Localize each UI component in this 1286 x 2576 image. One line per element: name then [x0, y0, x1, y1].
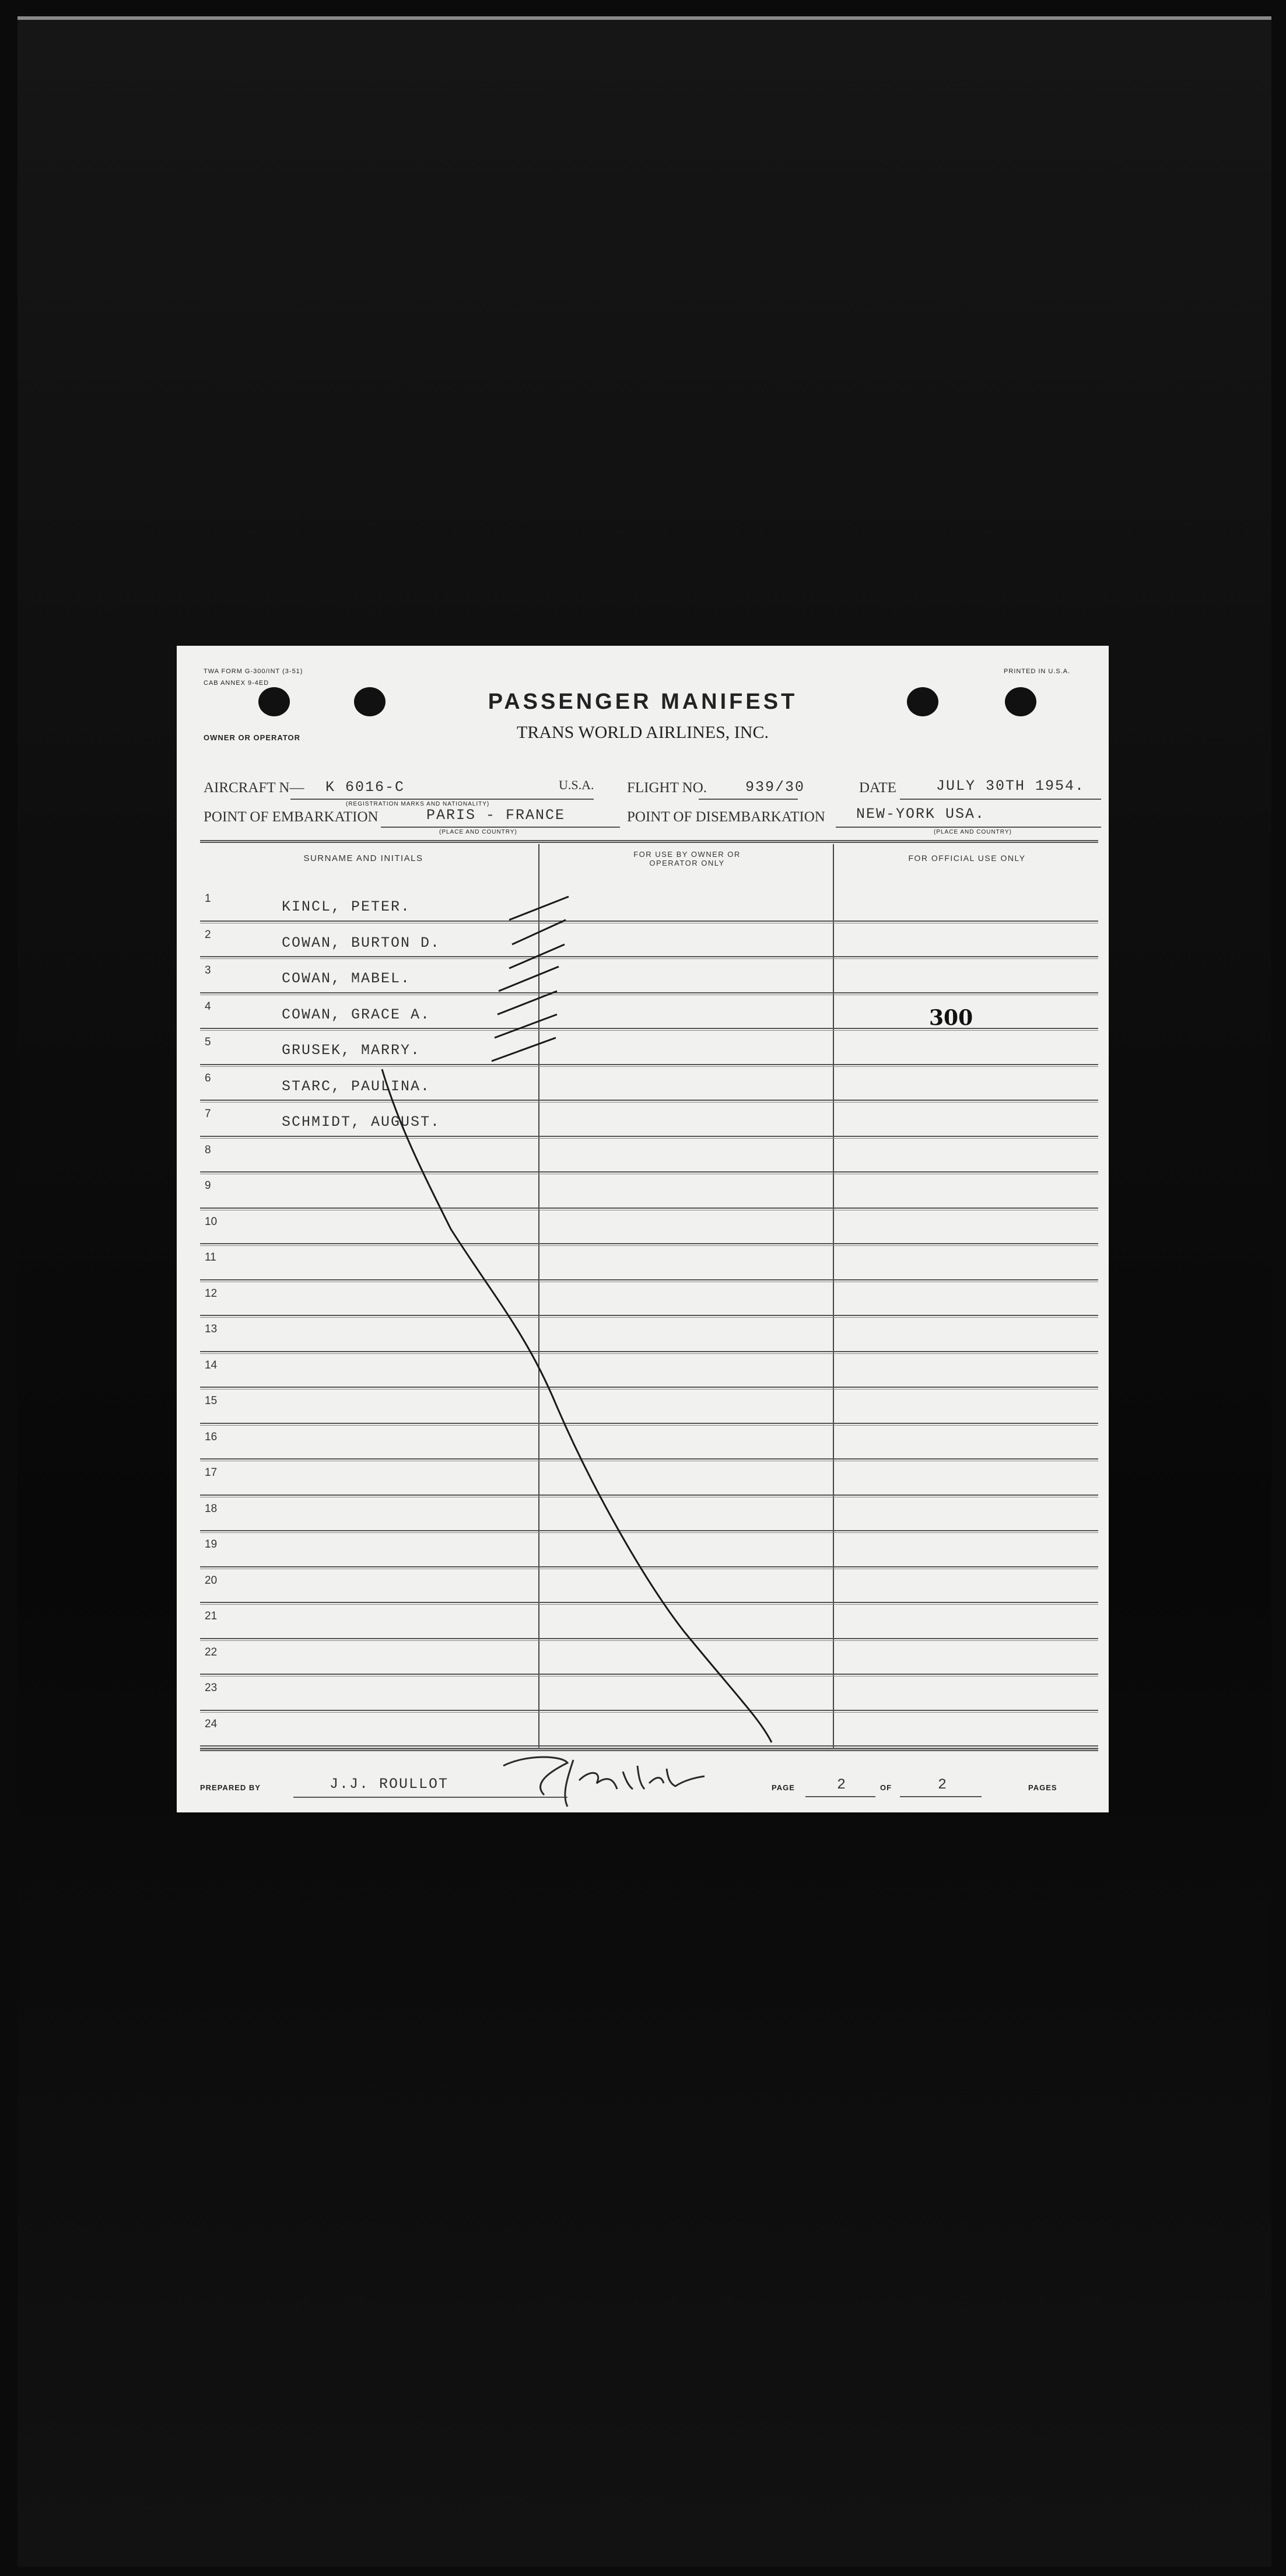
- row-number: 1: [205, 892, 211, 905]
- prepared-by-value: J.J. ROULLOT: [330, 1776, 449, 1793]
- flight-no-label: FLIGHT NO.: [627, 780, 707, 796]
- row-number: 3: [205, 964, 211, 977]
- check-mark: [499, 967, 559, 991]
- row-number: 16: [205, 1430, 218, 1443]
- passenger-name: COWAN, GRACE A.: [282, 1006, 431, 1023]
- owner-or-operator-label: OWNER OR OPERATOR: [204, 733, 301, 742]
- row-number: 2: [205, 928, 211, 941]
- check-mark: [497, 991, 557, 1014]
- form-annex: CAB ANNEX 9-4ED: [204, 680, 269, 687]
- page-value: 2: [837, 1776, 847, 1793]
- row-number: 18: [205, 1502, 218, 1515]
- row-number: 14: [205, 1359, 218, 1371]
- signature: [480, 1748, 707, 1812]
- row-number: 12: [205, 1287, 218, 1300]
- row-number: 24: [205, 1717, 218, 1730]
- row-number: 15: [205, 1395, 218, 1407]
- row-number: 6: [205, 1072, 211, 1084]
- row-number: 17: [205, 1466, 218, 1479]
- surname-column-header: SURNAME AND INITIALS: [303, 853, 423, 863]
- check-mark: [512, 920, 566, 944]
- date-label: DATE: [859, 780, 896, 796]
- row-number: 11: [205, 1251, 216, 1264]
- form-number: TWA FORM G-300/INT (3-51): [204, 668, 303, 675]
- prepared-by-label: PREPARED BY: [200, 1783, 261, 1792]
- passenger-name: COWAN, BURTON D.: [282, 934, 441, 951]
- disembarkation-value: NEW-YORK USA.: [856, 806, 986, 822]
- handwritten-marks: [177, 646, 1109, 1812]
- row-number: 21: [205, 1610, 218, 1622]
- disembarkation-label: POINT OF DISEMBARKATION: [627, 809, 825, 825]
- passenger-name: SCHMIDT, AUGUST.: [282, 1114, 441, 1130]
- of-value: 2: [938, 1776, 948, 1793]
- page-label: PAGE: [772, 1783, 795, 1792]
- embarkation-caption: (PLACE AND COUNTRY): [439, 829, 517, 835]
- embarkation-value: PARIS - FRANCE: [426, 807, 566, 824]
- row-number: 23: [205, 1682, 218, 1694]
- row-number: 10: [205, 1215, 218, 1228]
- official-column-header: FOR OFFICIAL USE ONLY: [908, 853, 1026, 863]
- passenger-name: GRUSEK, MARRY.: [282, 1042, 421, 1059]
- row-number: 9: [205, 1180, 211, 1192]
- printed-in: PRINTED IN U.S.A.: [1004, 668, 1071, 675]
- manifest-page: [177, 646, 1109, 1812]
- nationality: U.S.A.: [559, 778, 594, 792]
- scan-top-edge: [17, 16, 1271, 20]
- official-stamp-number: 300: [929, 1006, 973, 1030]
- row-number: 13: [205, 1323, 218, 1335]
- row-number: 5: [205, 1036, 211, 1048]
- airline-name: TRANS WORLD AIRLINES, INC.: [517, 723, 769, 742]
- owner-column-header: FOR USE BY OWNER OR OPERATOR ONLY: [633, 850, 741, 867]
- registration-caption: (REGISTRATION MARKS AND NATIONALITY): [346, 801, 490, 807]
- aircraft-label: AIRCRAFT N—: [204, 780, 304, 796]
- check-mark: [509, 944, 565, 968]
- disembarkation-caption: (PLACE AND COUNTRY): [934, 829, 1012, 835]
- row-number: 19: [205, 1538, 218, 1550]
- check-mark: [492, 1038, 556, 1061]
- row-number: 8: [205, 1143, 211, 1156]
- of-underline: [900, 1796, 982, 1797]
- row-number: 7: [205, 1108, 211, 1120]
- check-mark: [509, 897, 569, 920]
- row-number: 20: [205, 1574, 218, 1587]
- row-number: 22: [205, 1646, 218, 1658]
- passenger-name: STARC, PAULINA.: [282, 1077, 431, 1095]
- check-marks: [492, 897, 569, 1061]
- passenger-name: COWAN, MABEL.: [282, 970, 411, 987]
- signature-stroke: [503, 1757, 705, 1807]
- row-number: 4: [205, 1000, 211, 1013]
- page-underline: [805, 1796, 875, 1797]
- void-line: [382, 1069, 772, 1742]
- flight-no-value: 939/30: [745, 779, 805, 796]
- aircraft-value: K 6016-C: [325, 779, 405, 796]
- of-label: OF: [880, 1783, 892, 1792]
- date-value: JULY 30TH 1954.: [936, 778, 1085, 794]
- pages-label: PAGES: [1028, 1783, 1057, 1792]
- manifest-title: PASSENGER MANIFEST: [488, 690, 798, 714]
- passenger-name: KINCL, PETER.: [282, 898, 411, 915]
- check-mark: [495, 1014, 557, 1038]
- embarkation-label: POINT OF EMBARKATION: [204, 809, 379, 825]
